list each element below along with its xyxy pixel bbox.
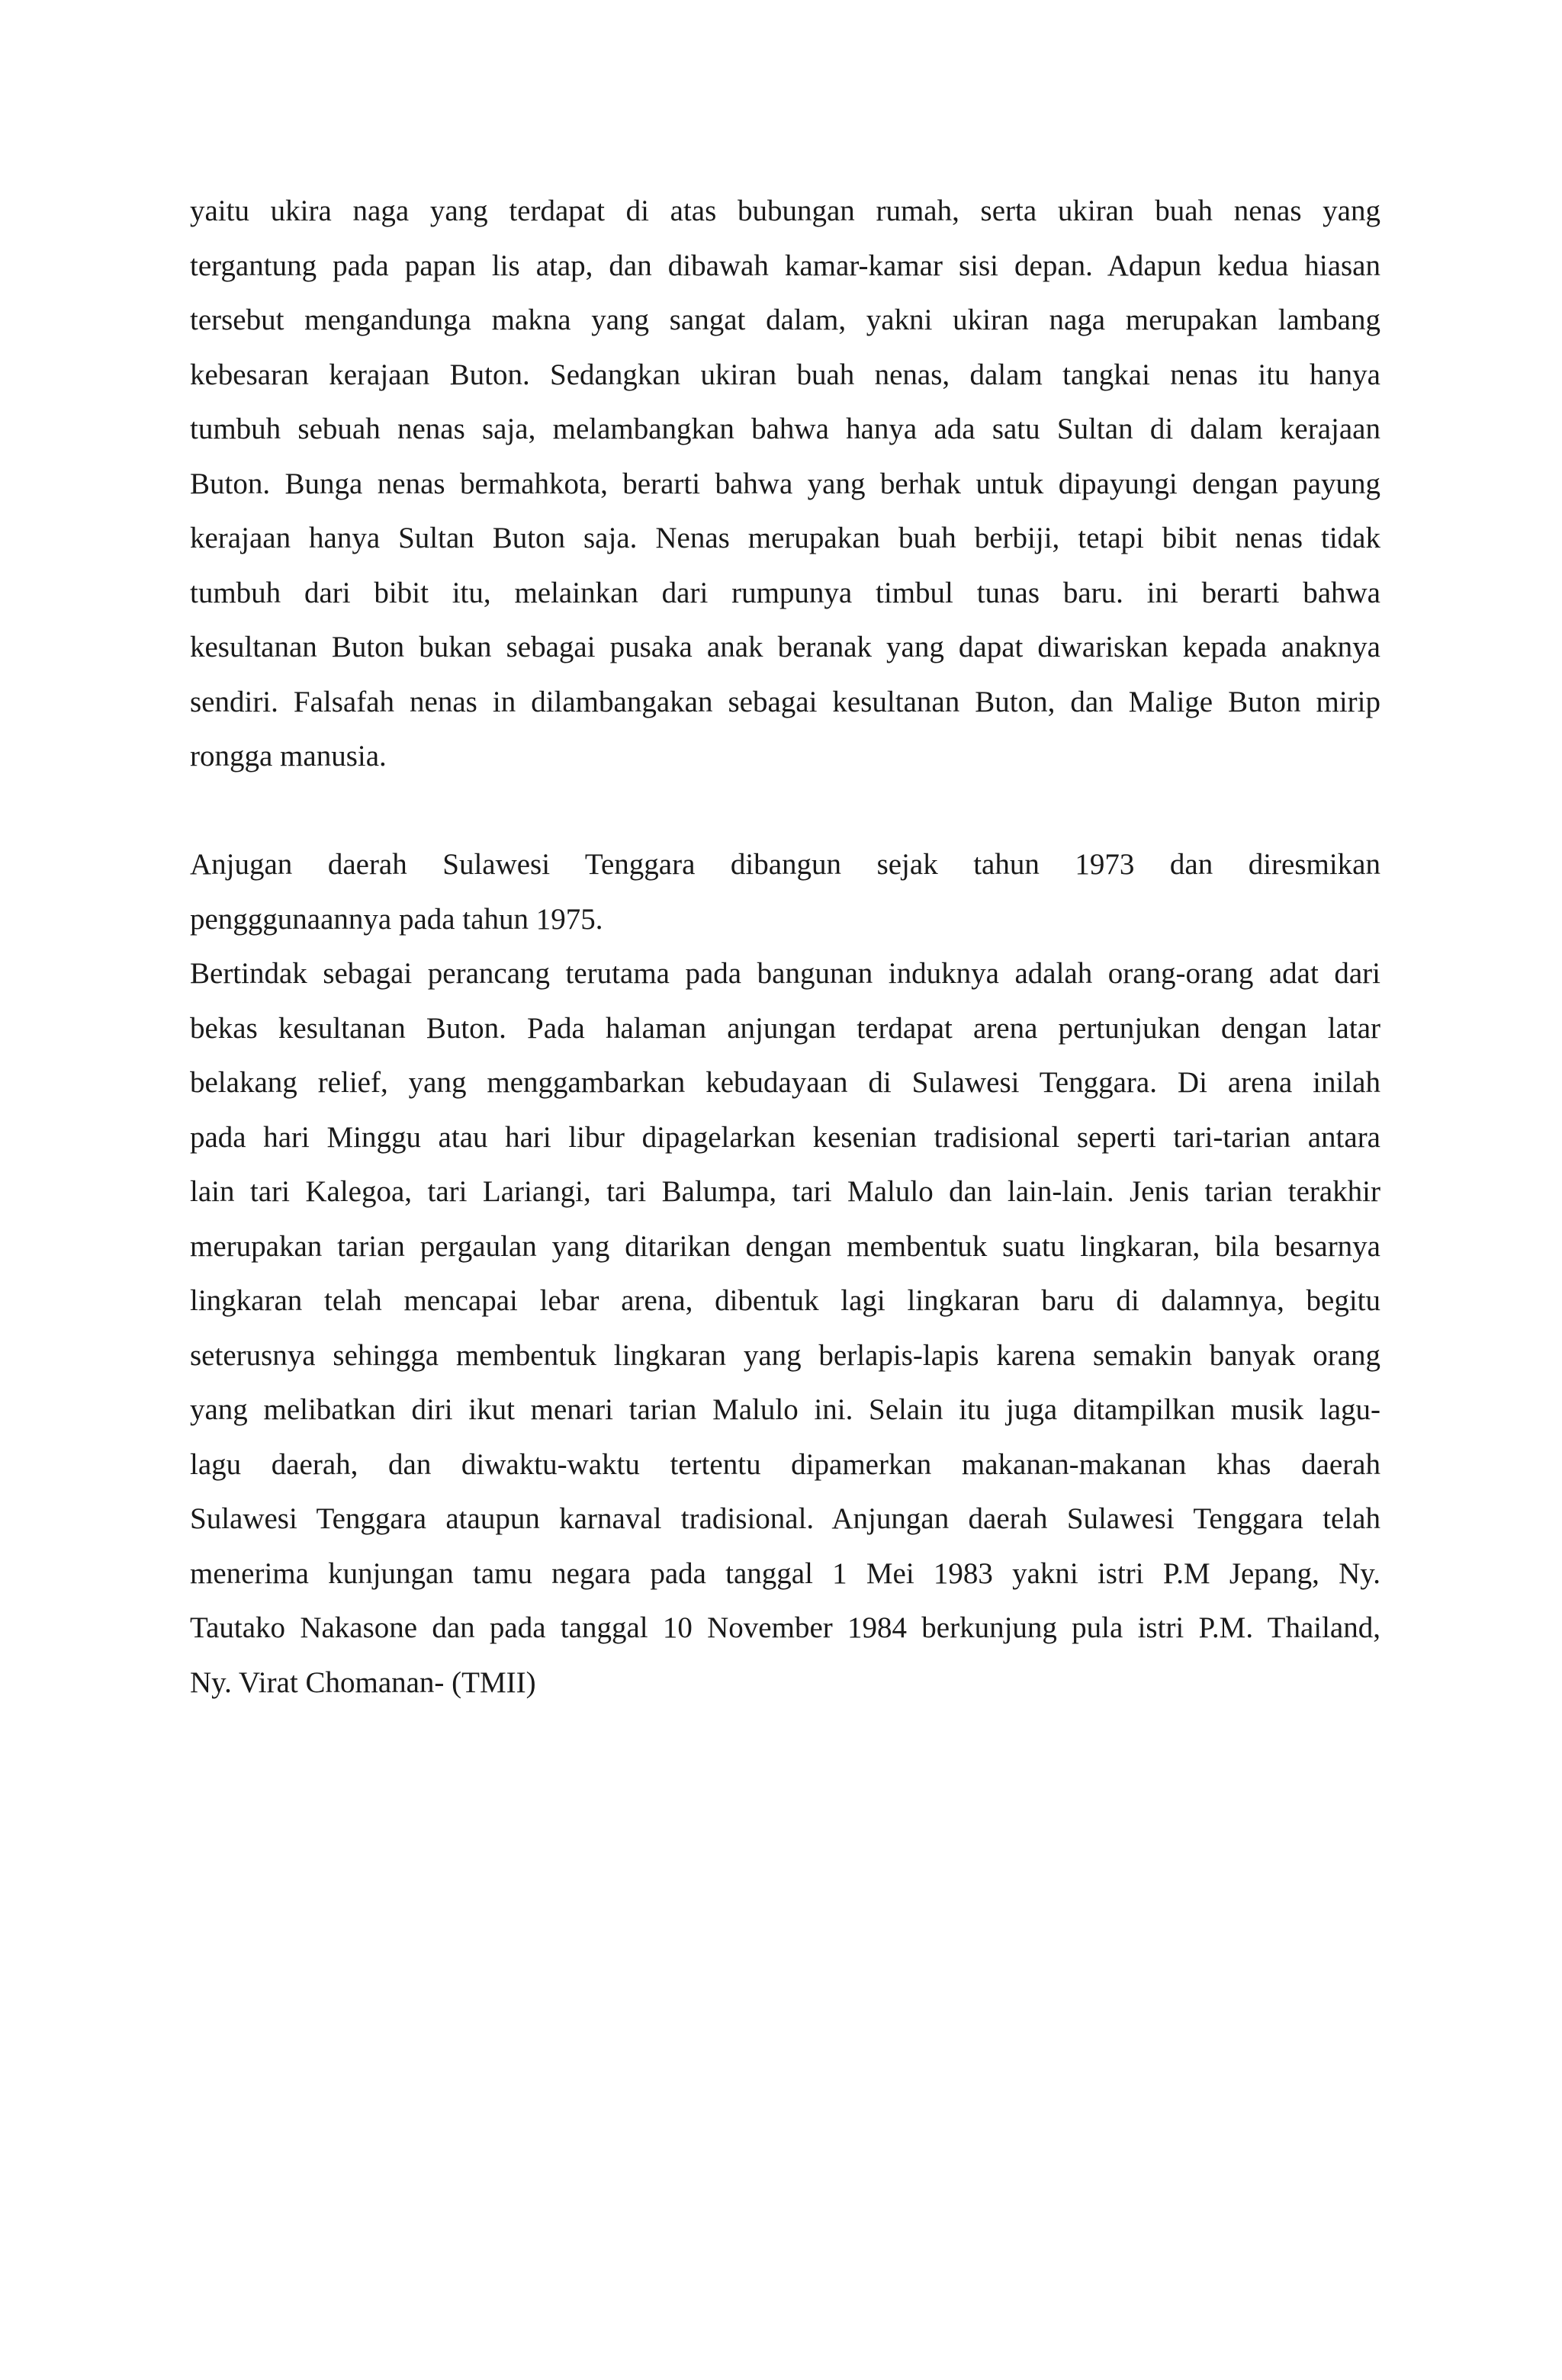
text-line: Buton. Bunga nenas bermahkota, berarti bahwa yang berhak untuk dipayungi dengan payung [190, 467, 1380, 500]
text-line: lain tari Kalegoa, tari Lariangi, tari Balumpa, tari Malulo dan lain-lain. Jenis tarian terakhir [190, 1175, 1380, 1208]
text-line: seterusnya sehingga membentuk lingkaran yang berlapis-lapis karena semakin banyak orang [190, 1338, 1380, 1372]
text-line: tersebut mengandunga makna yang sangat dalam, yakni ukiran naga merupakan lambang [190, 304, 1380, 336]
text-line: Tautako Nakasone dan pada tanggal 10 November 1984 berkunjung pula istri P.M. Thailand, [190, 1611, 1380, 1644]
text-line: rongga manusia. [190, 740, 387, 772]
text-line: pada hari Minggu atau hari libur dipagelarkan kesenian tradisional seperti tari-tarian antara [190, 1120, 1380, 1154]
text-line: tumbuh dari bibit itu, melainkan dari rumpunya timbul tunas baru. ini berarti bahwa [190, 576, 1380, 609]
text-line: Ny. Virat Chomanan- (TMII) [190, 1665, 536, 1699]
text-line: bekas kesultanan Buton. Pada halaman anjungan terdapat arena pertunjukan dengan latar [190, 1011, 1380, 1045]
text-line: kerajaan hanya Sultan Buton saja. Nenas merupakan buah berbiji, tetapi bibit nenas tidak [190, 522, 1380, 554]
paragraph-anjungan-sulawesi-tenggara [190, 837, 1380, 1710]
text-line: lagu daerah, dan diwaktu-waktu tertentu dipamerkan makanan-makanan khas daerah [190, 1447, 1380, 1481]
text-line: lingkaran telah mencapai lebar arena, dibentuk lagi lingkaran baru di dalamnya, begitu [190, 1284, 1380, 1317]
text-line: tergantung pada papan lis atap, dan dibawah kamar-kamar sisi depan. Adapun kedua hiasan [190, 249, 1380, 282]
text-line: Sulawesi Tenggara ataupun karnaval tradisional. Anjungan daerah Sulawesi Tenggara telah [190, 1502, 1380, 1535]
text-line: tumbuh sebuah nenas saja, melambangkan bahwa hanya ada satu Sultan di dalam kerajaan [190, 413, 1380, 445]
text-line: merupakan tarian pergaulan yang ditarikan dengan membentuk suatu lingkaran, bila besarnya [190, 1229, 1380, 1263]
text-line: yaitu ukira naga yang terdapat di atas bubungan rumah, serta ukiran buah nenas yang [190, 194, 1380, 227]
text-line: Anjugan daerah Sulawesi Tenggara dibangun sejak tahun 1973 dan diresmikan [190, 848, 1380, 881]
text-line: yang melibatkan diri ikut menari tarian Malulo ini. Selain itu juga ditampilkan musik lagu- [190, 1393, 1380, 1426]
text-line: kesultanan Buton bukan sebagai pusaka anak beranak yang dapat diwariskan kepada anaknya [190, 631, 1380, 663]
text-line: sendiri. Falsafah nenas in dilambangakan sebagai kesultanan Buton, dan Malige Buton mirip [190, 685, 1380, 718]
text-line: menerima kunjungan tamu negara pada tanggal 1 Mei 1983 yakni istri P.M Jepang, Ny. [190, 1556, 1380, 1590]
text-line: kebesaran kerajaan Buton. Sedangkan ukiran buah nenas, dalam tangkai nenas itu hanya [190, 358, 1380, 391]
text-line: pengggunaannya pada tahun 1975. [190, 902, 603, 936]
paragraph-malige-buton [190, 184, 1380, 784]
text-line: Bertindak sebagai perancang terutama pada bangunan induknya adalah orang-orang adat dari [190, 957, 1380, 990]
text-line: belakang relief, yang menggambarkan kebudayaan di Sulawesi Tenggara. Di arena inilah [190, 1066, 1380, 1099]
